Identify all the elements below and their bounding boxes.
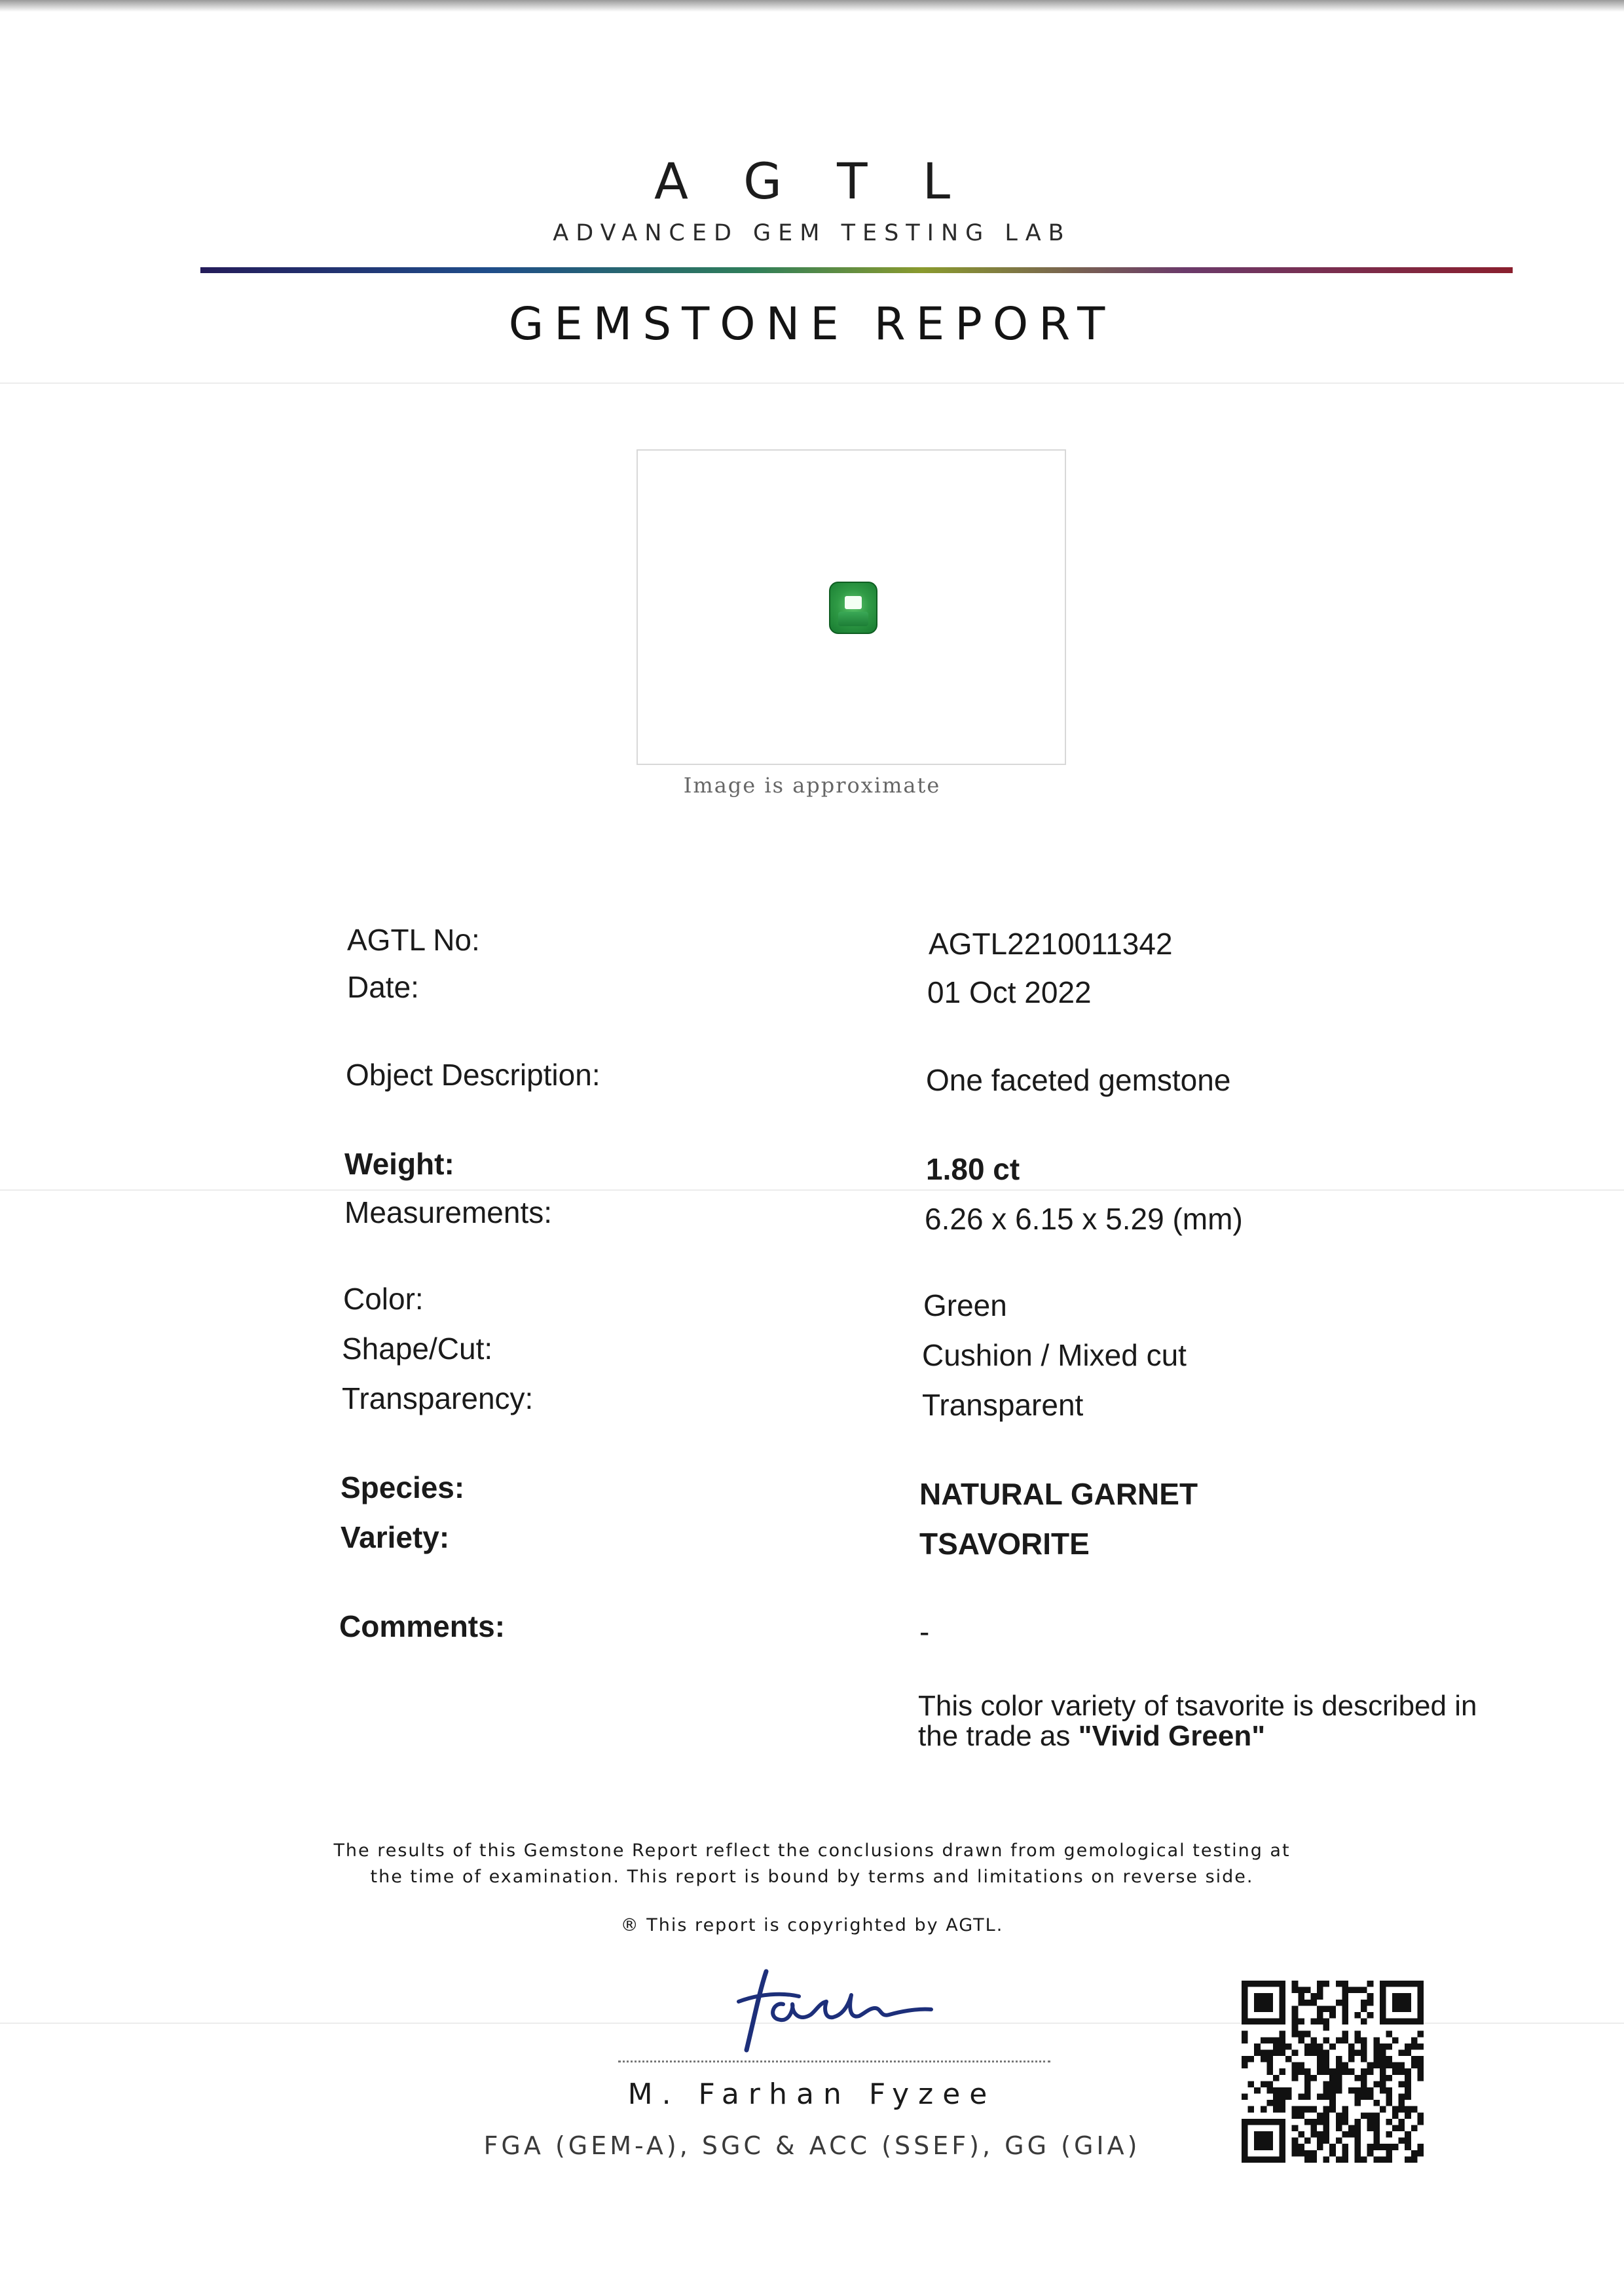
label-variety: Variety: — [341, 1520, 450, 1554]
label-transparency: Transparency: — [342, 1381, 534, 1415]
label-weight: Weight: — [344, 1147, 454, 1181]
copyright-notice: ® This report is copyrighted by AGTL. — [620, 1915, 1004, 1935]
label-color: Color: — [343, 1282, 424, 1316]
value-shape-cut: Cushion / Mixed cut — [922, 1338, 1187, 1372]
label-shape-cut: Shape/Cut: — [342, 1332, 493, 1366]
value-variety: TSAVORITE — [919, 1527, 1090, 1561]
rainbow-divider — [200, 267, 1513, 273]
gemstone-photo-frame — [637, 449, 1066, 765]
gem-pavilion-facet — [838, 612, 868, 626]
brand-logo-text: A G T L — [654, 152, 970, 210]
value-measurements: 6.26 x 6.15 x 5.29 (mm) — [925, 1202, 1243, 1236]
label-agtl-no: AGTL No: — [347, 923, 480, 957]
fold-line — [0, 1189, 1624, 1191]
comment-note-highlight: "Vivid Green" — [1078, 1720, 1266, 1752]
value-color: Green — [923, 1288, 1007, 1322]
comment-note-text: This color variety of tsavorite is described in the trade as — [918, 1690, 1477, 1752]
value-agtl-no: AGTL2210011342 — [929, 927, 1173, 961]
label-comments: Comments: — [339, 1609, 506, 1643]
gem-table-facet — [845, 596, 862, 609]
comment-note — [918, 1691, 1507, 1751]
value-date: 01 Oct 2022 — [927, 975, 1092, 1009]
report-title: GEMSTONE REPORT — [508, 298, 1116, 350]
scan-top-edge — [0, 0, 1624, 12]
disclaimer-line-1: The results of this Gemstone Report reflect the conclusions drawn from gemological testing at — [333, 1840, 1291, 1861]
value-weight: 1.80 ct — [926, 1152, 1020, 1186]
value-object-description: One faceted gemstone — [926, 1063, 1231, 1097]
value-species: NATURAL GARNET — [919, 1477, 1198, 1511]
label-species: Species: — [341, 1470, 465, 1504]
signature-line — [618, 2061, 1050, 2062]
signatory-qualifications: FGA (GEM-A), SGC & ACC (SSEF), GG (GIA) — [483, 2131, 1141, 2160]
qr-code-pattern — [1242, 1978, 1424, 2165]
disclaimer-line-2: the time of examination. This report is bound by terms and limitations on reverse side. — [370, 1867, 1254, 1887]
lab-name: ADVANCED GEM TESTING LAB — [553, 220, 1071, 246]
value-transparency: Transparent — [922, 1388, 1084, 1422]
label-date: Date: — [347, 970, 419, 1004]
value-comments: - — [919, 1614, 930, 1649]
label-object-description: Object Description: — [346, 1058, 600, 1092]
label-measurements: Measurements: — [344, 1195, 553, 1229]
qr-code — [1242, 1978, 1424, 2165]
image-caption: Image is approximate — [683, 773, 941, 798]
handwritten-signature — [720, 1965, 936, 2057]
signatory-name: M. Farhan Fyzee — [627, 2078, 997, 2111]
gemstone-image — [829, 582, 877, 634]
fold-line — [0, 382, 1624, 384]
